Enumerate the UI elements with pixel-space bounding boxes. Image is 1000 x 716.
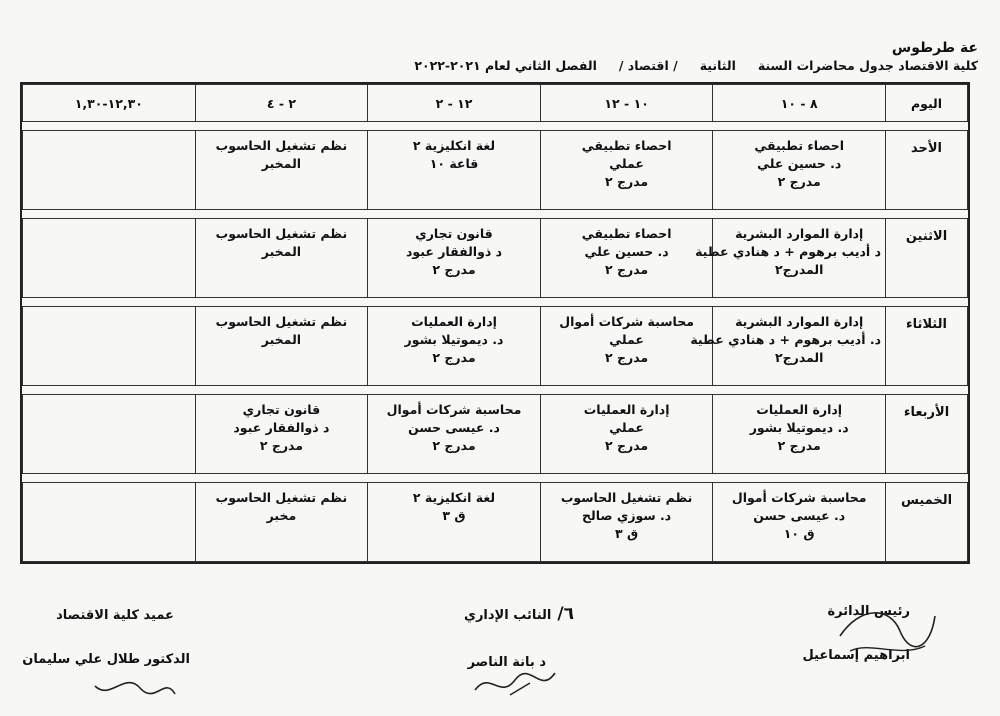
lecture-line: مدرج ٢ [605,174,649,189]
admin-deputy-title: ٦/النائب الإداري [464,604,574,624]
lecture-cell [368,483,541,562]
slot-header: ٨ - ١٠ [713,85,886,122]
day-cell: الأحد [886,131,968,210]
lecture-line: د ذوالفقار عبود [405,244,503,259]
admin-deputy-mark: ٦/ [557,604,574,624]
table-row [23,219,968,298]
lecture-line: مدرج ٢ [432,262,476,277]
lecture-line: إدارة العمليات [583,402,670,417]
lecture-line: عملي [609,420,644,435]
lecture-cell [195,219,368,298]
lecture-line: مدرج ٢ [605,350,649,365]
lecture-cell [195,483,368,562]
row-separator [23,386,968,395]
lecture-line: د. ديموتيلا بشور [404,332,504,347]
lecture-line: مدرج ٢ [605,262,649,277]
university-name: عة طرطوس [891,40,978,56]
lecture-line: إدارة العمليات [756,402,843,417]
lecture-line: د. حسين علي [757,156,842,171]
signature-scribble-right [830,596,940,666]
signature-scribble-left [90,666,180,706]
lecture-line: د. عيسى حسن [753,508,846,523]
lecture-line: احصاء تطبيقي [581,226,672,241]
lecture-cell [368,131,541,210]
lecture-cell [195,307,368,386]
lecture-cell [540,219,713,298]
admin-deputy-name: د بانة الناصر [467,655,546,670]
lecture-line: إدارة الموارد البشرية [735,226,864,241]
lecture-line: إدارة الموارد البشرية [735,314,864,329]
signature-scribble-center [470,665,560,705]
lecture-line: مدرج ٢ [777,174,821,189]
slot-header: ١٢,٣٠-١,٣٠ [23,85,196,122]
lecture-cell [195,395,368,474]
lecture-line: المخبر [261,244,302,259]
table-header-row [23,85,968,122]
lecture-line: د. أديب برهوم + د هنادي عطية [690,332,881,347]
lecture-cell [690,307,886,386]
day-cell: الخميس [886,483,968,562]
lecture-line: المخبر [261,156,302,171]
lecture-line: مخبر [266,508,297,523]
lecture-line: ق ٣ [615,526,639,541]
row-separator [23,210,968,219]
lecture-cell [713,395,886,474]
lecture-cell [368,307,541,386]
lecture-line: ق ١٠ [783,526,815,541]
lecture-cell [540,483,713,562]
lecture-line: نظم تشغيل الحاسوب [560,490,693,505]
lecture-cell [23,483,196,562]
lecture-line: د. حسين علي [584,244,669,259]
lecture-line: محاسبة شركات أموال [386,402,522,417]
lecture-line: المدرج٢ [774,350,824,365]
row-separator [23,298,968,307]
row-separator [23,474,968,483]
lecture-cell [195,131,368,210]
lecture-line: ق ٣ [442,508,466,523]
lecture-line: مدرج ٢ [259,438,303,453]
lecture-line: إدارة العمليات [411,314,497,329]
slot-header: ١٢ - ٢ [368,85,541,122]
lecture-cell [23,307,196,386]
lecture-cell [540,395,713,474]
lecture-line: لغة انكليزية ٢ [412,490,496,505]
lecture-line: المدرج٢ [774,262,824,277]
day-cell: الثلاثاء [886,307,968,386]
day-cell: الأربعاء [886,395,968,474]
lecture-line: قانون تجاري [415,226,493,241]
lecture-line: د أديب برهوم + د هنادي عطية [695,244,881,259]
lecture-cell [23,131,196,210]
lecture-cell [713,483,886,562]
lecture-line: محاسبة شركات أموال [559,314,694,329]
timetable [20,82,970,564]
lecture-cell [540,131,713,210]
lecture-line: عملي [609,156,644,171]
lecture-line: احصاء تطبيقي [754,138,845,153]
day-column-header: اليوم [886,85,968,122]
table-row [23,307,968,386]
lecture-line: قاعة ١٠ [429,156,479,171]
dean-title: عميد كلية الاقتصاد [56,608,174,623]
lecture-line: د. ديموتيلا بشور [749,420,849,435]
lecture-line: احصاء تطبيقي [581,138,672,153]
lecture-line: نظم تشغيل الحاسوب [215,138,348,153]
table-row [23,483,968,562]
slot-header: ١٠ - ١٢ [540,85,713,122]
lecture-line: عملي [609,332,644,347]
lecture-cell [695,219,886,298]
lecture-cell [540,307,713,386]
lecture-cell [368,219,541,298]
table-row [23,131,968,210]
head-of-department-name: ابراهيم إسماعيل [802,648,910,663]
title-part-faculty: كلية الاقتصاد جدول محاضرات السنة [757,58,978,73]
lecture-cell [23,395,196,474]
day-cell: الاثنين [886,219,968,298]
lecture-line: لغة انكليزية ٢ [412,138,496,153]
lecture-line: د ذوالفقار عبود [233,420,330,435]
title-part-dept: / اقتصاد / [618,58,678,73]
title-part-year: الثانية [699,58,736,73]
lecture-line: د. سوزي صالح [582,508,672,523]
table-row [23,395,968,474]
dean-name: الدكتور طلال علي سليمان [22,652,190,667]
lecture-line: مدرج ٢ [432,350,476,365]
lecture-cell [23,219,196,298]
lecture-line: نظم تشغيل الحاسوب [215,226,348,241]
slot-header: ٢ - ٤ [195,85,368,122]
lecture-cell [713,131,886,210]
lecture-line: د. عيسى حسن [408,420,500,435]
title-part-semester: الفصل الثاني لعام ٢٠٢١-٢٠٢٢ [414,58,597,73]
lecture-line: نظم تشغيل الحاسوب [215,490,348,505]
lecture-cell [368,395,541,474]
lecture-line: مدرج ٢ [777,438,821,453]
lecture-line: نظم تشغيل الحاسوب [215,314,348,329]
lecture-line: المخبر [261,332,302,347]
row-separator [23,122,968,131]
head-of-department-title: رئيس الدائرة [827,604,910,619]
lecture-line: محاسبة شركات أموال [731,490,867,505]
lecture-line: مدرج ٢ [605,438,649,453]
lecture-line: قانون تجاري [242,402,321,417]
schedule-title [392,58,978,73]
lecture-line: مدرج ٢ [432,438,476,453]
